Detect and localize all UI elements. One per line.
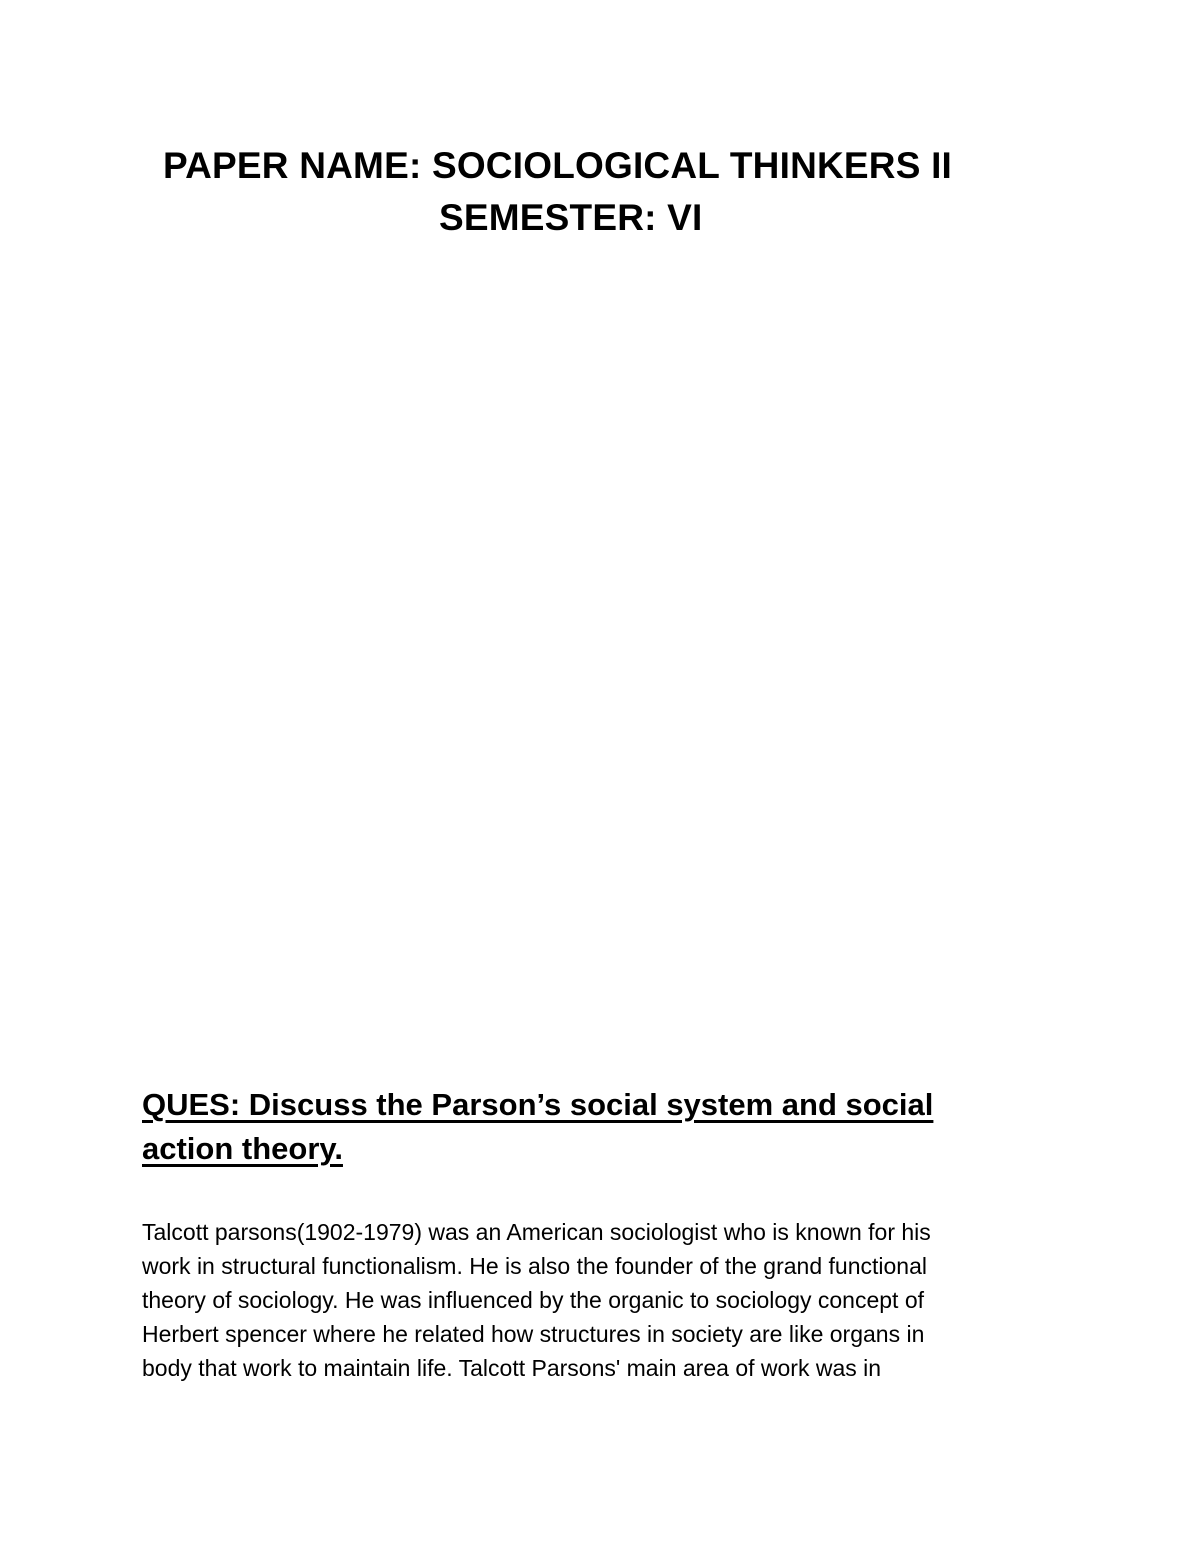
question-line: action theory. xyxy=(142,1131,343,1166)
question-heading xyxy=(142,1083,1042,1171)
paragraph-line: theory of sociology. He was influenced by the organic to sociology concept of xyxy=(142,1287,925,1313)
body-paragraph xyxy=(142,1215,1042,1385)
semester-title: SEMESTER: VI xyxy=(439,197,703,238)
paragraph-line: body that work to maintain life. Talcott Parsons' main area of work was in xyxy=(142,1355,882,1381)
paper-name-title: PAPER NAME: SOCIOLOGICAL THINKERS II xyxy=(163,145,953,186)
paragraph-line: Herbert spencer where he related how structures in society are like organs in xyxy=(142,1321,925,1347)
paragraph-line: work in structural functionalism. He is also the founder of the grand functional xyxy=(142,1253,927,1279)
paragraph-line: Talcott parsons(1902-1979) was an American sociologist who is known for his xyxy=(142,1219,931,1245)
question-line: QUES: Discuss the Parson’s social system and social xyxy=(142,1087,934,1122)
